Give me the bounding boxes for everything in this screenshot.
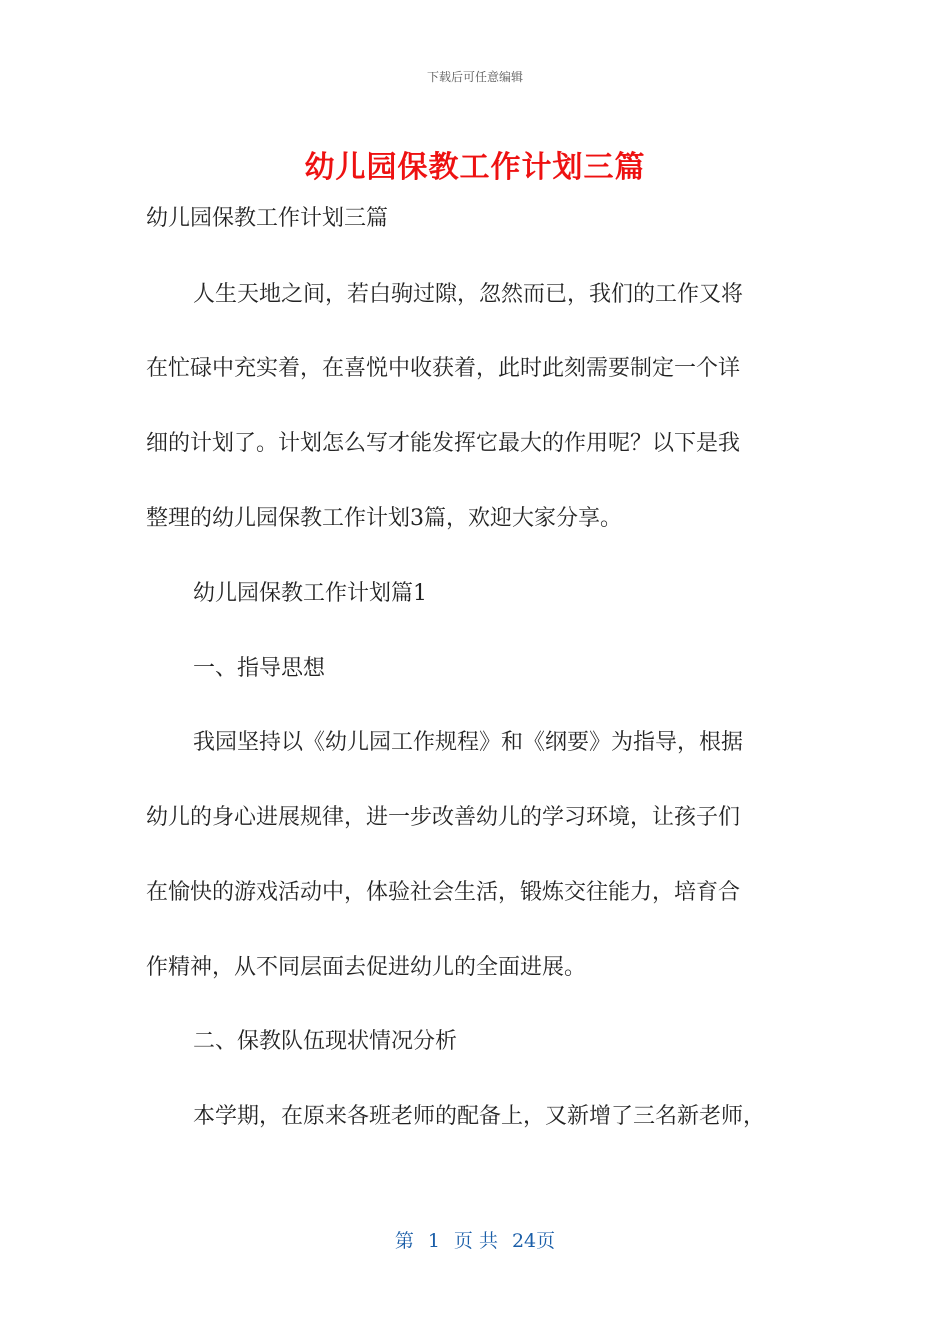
section-heading: 二、保教队伍现状情况分析 — [193, 1029, 458, 1054]
paragraph-line: 幼儿的身心进展规律，进一步改善幼儿的学习环境，让孩子们 — [146, 805, 741, 830]
footer-prefix: 第 — [394, 1230, 414, 1252]
header-note: 下载后可任意编辑 — [426, 70, 523, 84]
subtitle-line: 幼儿园保教工作计划三篇 — [146, 206, 389, 231]
paragraph-line: 在忙碌中充实着，在喜悦中收获着，此时此刻需要制定一个详 — [146, 356, 741, 381]
paragraph-line: 我园坚持以《幼儿园工作规程》和《纲要》为指导，根据 — [193, 730, 744, 755]
paragraph-line: 在愉快的游戏活动中，体验社会生活，锻炼交往能力，培育合 — [146, 880, 741, 905]
footer-total-pages: 24 — [511, 1230, 537, 1252]
paragraph-line: 作精神，从不同层面去促进幼儿的全面进展。 — [146, 955, 587, 980]
section-heading: 幼儿园保教工作计划篇1 — [193, 581, 427, 606]
section-heading: 一、指导思想 — [193, 656, 326, 681]
footer-middle: 页 共 — [453, 1230, 498, 1252]
document-title: 幼儿园保教工作计划三篇 — [304, 150, 646, 185]
page-footer — [0, 1226, 950, 1253]
footer-current-page: 1 — [427, 1230, 440, 1252]
paragraph-line: 整理的幼儿园保教工作计划3篇，欢迎大家分享。 — [146, 506, 622, 531]
paragraph-line: 本学期，在原来各班老师的配备上，又新增了三名新老师， — [193, 1104, 766, 1129]
paragraph-line: 人生天地之间，若白驹过隙，忽然而已，我们的工作又将 — [193, 282, 744, 307]
footer-suffix: 页 — [536, 1230, 556, 1252]
paragraph-line: 细的计划了。计划怎么写才能发挥它最大的作用呢？以下是我 — [146, 431, 741, 456]
